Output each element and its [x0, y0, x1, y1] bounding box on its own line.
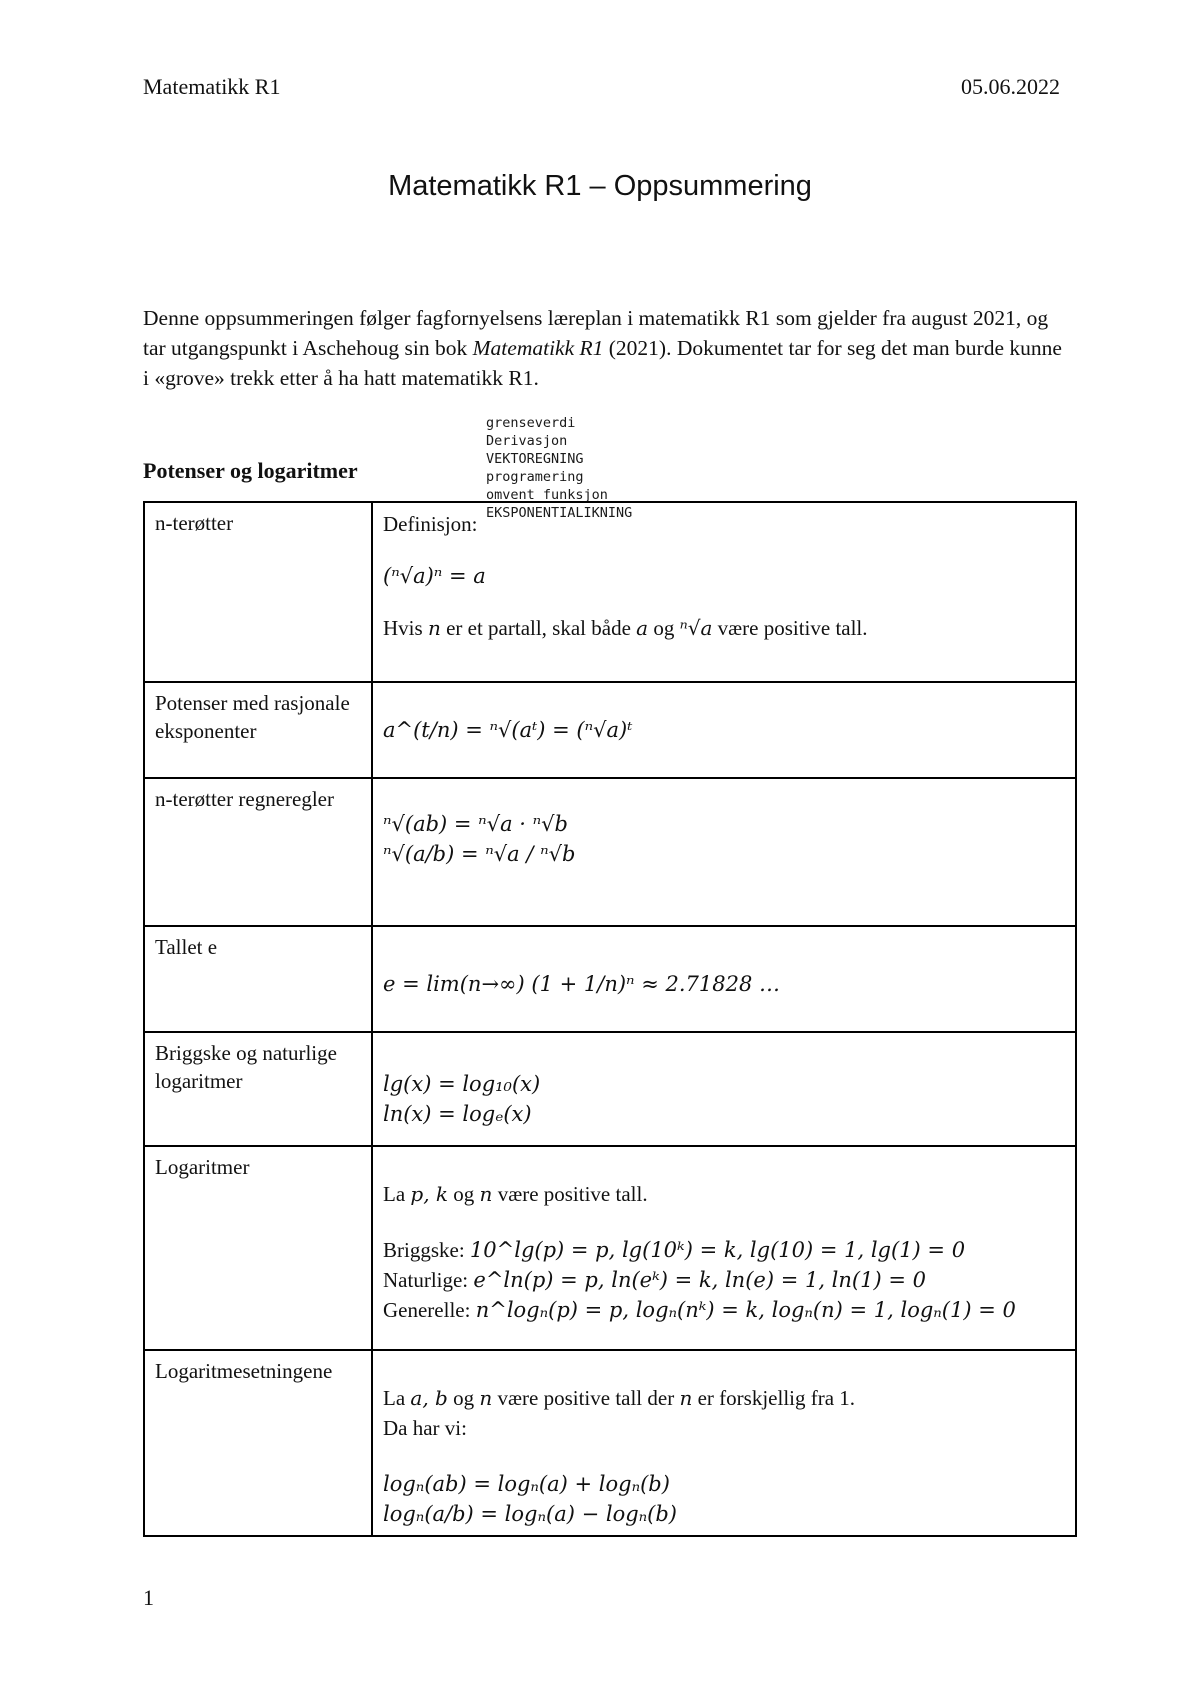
intro-var: n [479, 1182, 493, 1206]
table-row [144, 682, 1076, 778]
table-row [144, 502, 1076, 682]
formula-label: Naturlige: [383, 1268, 469, 1292]
row-label: n-terøtter [144, 502, 372, 682]
table-row [144, 778, 1076, 926]
formula-table [143, 501, 1077, 1537]
row-label: n-terøtter regneregler [144, 778, 372, 926]
section-heading: Potenser og logaritmer [143, 458, 358, 483]
overlay-item: omvent funksjon [486, 487, 608, 503]
row-label: Briggske og naturlige logaritmer [144, 1032, 372, 1146]
row-content [372, 1350, 1076, 1536]
row-content [372, 778, 1076, 926]
note-var: n [427, 616, 441, 640]
intro-var: n [479, 1386, 493, 1410]
condition-note [383, 613, 1065, 643]
header-document-name: Matematikk R1 [143, 74, 281, 99]
table-row [144, 1146, 1076, 1350]
formula: e^ln(p) = p, ln(eᵏ) = k, ln(e) = 1, ln(1) = 0 [473, 1268, 926, 1292]
note-text: og [648, 616, 680, 640]
row-label: Logaritmer [144, 1146, 372, 1350]
overlay-item: EKSPONENTIALIKNING [486, 505, 633, 521]
intro-text: er forskjellig fra 1. [692, 1386, 856, 1410]
note-text: Hvis [383, 616, 428, 640]
row-intro [383, 1383, 1065, 1413]
header-date: 05.06.2022 [961, 74, 1060, 99]
formula: ⁿ√(ab) = ⁿ√a · ⁿ√b [383, 812, 568, 836]
intro-var: p, k [410, 1182, 449, 1206]
overlay-item: grenseverdi [486, 415, 576, 431]
formula: ln(x) = logₑ(x) [383, 1102, 532, 1126]
formula-line [383, 1295, 1065, 1325]
formula: ⁿ√(a/b) = ⁿ√a / ⁿ√b [383, 842, 576, 866]
overlay-item: VEKTOREGNING [486, 451, 584, 467]
formula: logₙ(ab) = logₙ(a) + logₙ(b) [383, 1472, 670, 1496]
formula: (ⁿ√a)ⁿ = a [383, 564, 486, 588]
table-row [144, 926, 1076, 1032]
formula: a^(t/n) = ⁿ√(aᵗ) = (ⁿ√a)ᵗ [383, 718, 633, 742]
definition-label: Definisjon: [383, 512, 478, 536]
note-var: a [636, 616, 649, 640]
formula-line [383, 1265, 1065, 1295]
row-content [372, 1146, 1076, 1350]
formula: e = lim(n→∞) (1 + 1/n)ⁿ ≈ 2.71828 … [383, 972, 781, 996]
row-label: Logaritmesetningene [144, 1350, 372, 1536]
intro-text-1: Denne oppsummeringen følger fagfornyelsens læreplan i matematikk R1 som gjelder fra august 2021, og tar utgangspunkt i Aschehoug sin bok [143, 306, 1049, 360]
formula: n^logₙ(p) = p, logₙ(nᵏ) = k, logₙ(n) = 1, logₙ(1) = 0 [475, 1298, 1016, 1322]
intro-text: være positive tall. [492, 1182, 648, 1206]
intro-book-title: Matematikk R1 [472, 336, 604, 360]
intro-text: og [447, 1386, 480, 1410]
note-text: er et partall, skal både [440, 616, 637, 640]
formula-label: Briggske: [383, 1238, 465, 1262]
intro-var: a, b [410, 1386, 448, 1410]
table-row [144, 1032, 1076, 1146]
page-title: Matematikk R1 – Oppsummering [388, 170, 812, 202]
row-content [372, 682, 1076, 778]
formula: logₙ(a/b) = logₙ(a) − logₙ(b) [383, 1502, 677, 1526]
table-row [144, 1350, 1076, 1536]
intro-text: og [448, 1182, 480, 1206]
row-content [372, 1032, 1076, 1146]
row-label: Potenser med rasjonale eksponenter [144, 682, 372, 778]
overlay-item: Derivasjon [486, 433, 568, 449]
row-content [372, 926, 1076, 1032]
intro-text: La [383, 1386, 411, 1410]
formula: 10^lg(p) = p, lg(10ᵏ) = k, lg(10) = 1, lg(1) = 0 [469, 1238, 966, 1262]
formula-line [383, 1235, 1065, 1265]
intro-text: være positive tall der [492, 1386, 680, 1410]
intro-paragraph [143, 303, 1073, 393]
row-content [372, 502, 1076, 682]
intro-text-2: (2021). Dokumentet tar for seg det man burde kunne i «grove» trekk etter å ha hatt matematikk R1. [143, 336, 1062, 390]
formula-label: Generelle: [383, 1298, 471, 1322]
intro-text: La [383, 1182, 411, 1206]
note-text: være positive tall. [712, 616, 868, 640]
intro-var: n [679, 1386, 693, 1410]
da-har-vi: Da har vi: [383, 1416, 467, 1440]
note-var: ⁿ√a [679, 616, 713, 640]
page-number: 1 [143, 1585, 154, 1610]
row-label: Tallet e [144, 926, 372, 1032]
overlay-item: programering [486, 469, 584, 485]
row-intro [383, 1179, 1065, 1209]
formula: lg(x) = log₁₀(x) [383, 1072, 541, 1096]
